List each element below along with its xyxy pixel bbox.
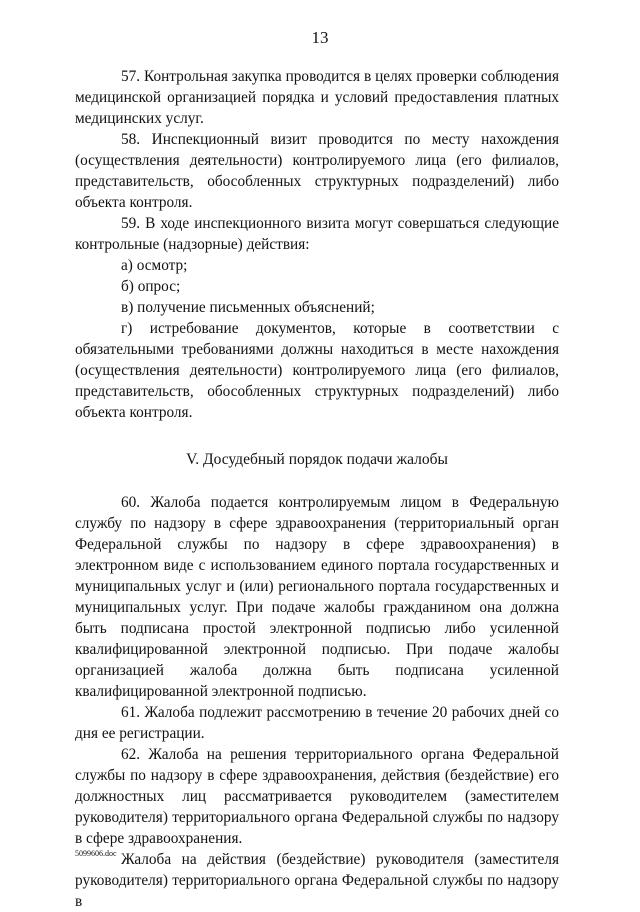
paragraph-61: 61. Жалоба подлежит рассмотрению в течение 20 рабочих дней со дня ее регистрации. <box>75 704 559 742</box>
list-item-g: г) истребование документов, которые в соответствии с обязательными требованиями должны находиться в месте нахождения (осуществления деятельности) контролируемого лица (его филиалов, представительств, обособленных структурных подразделений) либо объекта контроля. <box>75 320 559 421</box>
footer-doc-code: 5099606.doc <box>75 849 117 858</box>
paragraph-62: 62. Жалоба на решения территориального органа Федеральной службы по надзору в сфере здравоохранения, действия (бездействие) его должностных лиц рассматривается руководителем (заместителем руководителя) территориального органа Федеральной службы по надзору в сфере здравоохранения. <box>75 746 559 847</box>
paragraph-59: 59. В ходе инспекционного визита могут совершаться следующие контрольные (надзорные) действия: <box>75 215 559 253</box>
list-item-v: в) получение письменных объяснений; <box>121 299 375 316</box>
paragraph-58: 58. Инспекционный визит проводится по месту нахождения (осуществления деятельности) контролируемого лица (его филиалов, представительств, обособленных структурных подразделений) либо объекта контроля. <box>75 131 559 211</box>
list-item-b: б) опрос; <box>121 278 181 295</box>
document-body <box>75 66 559 912</box>
section-heading: V. Досудебный порядок подачи жалобы <box>186 451 448 468</box>
paragraph-60: 60. Жалоба подается контролируемым лицом в Федеральную службу по надзору в сфере здравоохранения (территориальный орган Федеральной службы по надзору в сфере здравоохранения) в электронном виде с использованием единого портала государственных и муниципальных услуг и (или) регионального портала государственных и муниципальных услуг. При подаче жалобы гражданином она должна быть подписана простой электронной подписью либо усиленной квалифицированной электронной подписью. При подаче жалобы организацией жалоба должна быть подписана усиленной квалифицированной электронной подписью. <box>75 494 559 700</box>
paragraph-57: 57. Контрольная закупка проводится в целях проверки соблюдения медицинской организацией порядка и условий предоставления платных медицинских услуг. <box>75 68 559 127</box>
page-number: 13 <box>311 28 329 47</box>
list-item-a: а) осмотр; <box>121 257 188 274</box>
paragraph-complaint-head: Жалоба на действия (бездействие) руководителя (заместителя руководителя) территориального органа Федеральной службы по надзору в <box>75 851 559 910</box>
